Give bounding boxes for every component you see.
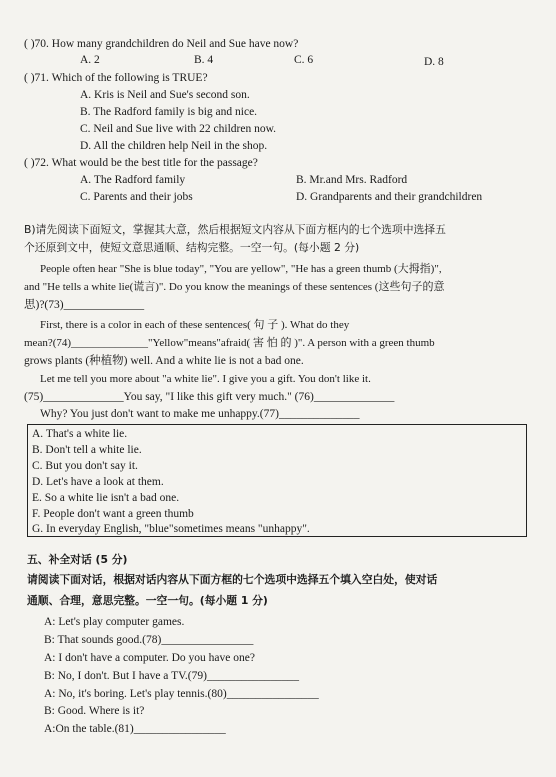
question-71-option-c: C. Neil and Sue live with 22 children now. [80,123,276,135]
question-71-stem: ( )71. Which of the following is TRUE? [24,72,208,84]
passage-p1-line3: 思)?(73)______________ [24,299,145,311]
dialog-line-1: A: Let's play computer games. [44,616,185,628]
passage-p2-line2: mean?(74)______________"Yellow"means"afraid( 害 怕 的 )". A person with a green thumb [24,337,435,349]
question-71-option-a: A. Kris is Neil and Sue's second son. [80,89,250,101]
section-5-title: 五、补全对话 (5 分) [27,553,128,566]
question-70-option-a: A. 2 [80,54,100,66]
dialog-line-4: B: No, I don't. But I have a TV.(79)________________ [44,670,299,682]
dialog-line-5: A: No, it's boring. Let's play tennis.(80)________________ [44,688,319,700]
passage-p1-line1: People often hear "She is blue today", "You are yellow", "He has a green thumb (大拇指)", [40,263,442,275]
question-70-option-d: D. 8 [424,56,444,68]
dialog-line-2: B: That sounds good.(78)________________ [44,634,254,646]
box-option-a: A. That's a white lie. [32,428,128,440]
passage-p2-line1: First, there is a color in each of these sentences( 句 子 ). What do they [40,319,350,331]
box-option-c: C. But you don't say it. [32,460,138,472]
passage-p2-line3: grows plants (种植物) well. And a white lie is not a bad one. [24,355,304,367]
section-5-instructions-line2: 通顺、合理，意思完整。一空一句。(每小题 1 分) [27,594,268,607]
dialog-line-7: A:On the table.(81)________________ [44,723,226,735]
box-option-e: E. So a white lie isn't a bad one. [32,492,180,504]
question-72-option-a: A. The Radford family [80,174,186,186]
box-option-d: D. Let's have a look at them. [32,476,164,488]
question-70-option-b: B. 4 [194,54,214,66]
dialog-line-3: A: I don't have a computer. Do you have one? [44,652,255,664]
options-box [27,424,527,537]
question-72-stem: ( )72. What would be the best title for the passage? [24,157,258,169]
passage-p1-line2: and "He tells a white lie(谎言)". Do you know the meanings of these sentences (这些句子的意 [24,281,445,293]
passage-p3-line3: Why? You just don't want to make me unhappy.(77)______________ [40,408,360,420]
question-71-option-d: D. All the children help Neil in the shop. [80,140,268,152]
box-option-g: G. In everyday English, "blue"sometimes means "unhappy". [32,523,310,535]
section-5-instructions-line1: 请阅读下面对话，根据对话内容从下面方框的七个选项中选择五个填入空白处，使对话 [27,573,438,586]
section-b-instructions-line2: 个还原到文中，使短文意思通顺、结构完整。一空一句。(每小题 2 分) [24,241,360,254]
question-70-option-c: C. 6 [294,54,314,66]
passage-p3-line1: Let me tell you more about "a white lie". I give you a gift. You don't like it. [40,373,371,385]
question-72-option-c: C. Parents and their jobs [80,191,193,203]
box-option-b: B. Don't tell a white lie. [32,444,142,456]
passage-p3-line2: (75)______________You say, "I like this gift very much." (76)______________ [24,391,395,403]
question-72-option-b: B. Mr.and Mrs. Radford [296,174,408,186]
question-72-option-d: D. Grandparents and their grandchildren [296,191,483,203]
box-option-f: F. People don't want a green thumb [32,508,194,520]
section-b-instructions-line1: B)请先阅读下面短文，掌握其大意，然后根据短文内容从下面方框内的七个选项中选择五 [24,223,446,236]
question-70-stem: ( )70. How many grandchildren do Neil and Sue have now? [24,38,299,50]
question-71-option-b: B. The Radford family is big and nice. [80,106,258,118]
dialog-line-6: B: Good. Where is it? [44,705,145,717]
